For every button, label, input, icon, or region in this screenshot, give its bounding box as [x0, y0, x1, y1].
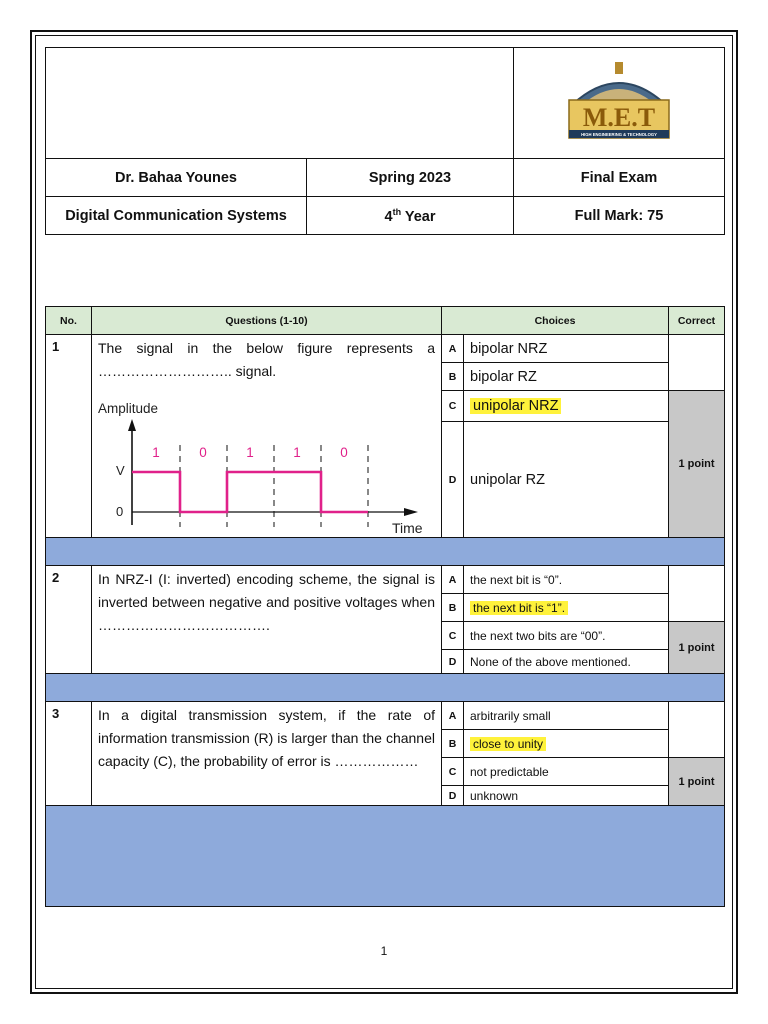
question-text: In NRZ-I (I: inverted) encoding scheme, the signal is inverted between negative and positive voltages when ………………………………. — [92, 566, 442, 674]
exam-header-table — [45, 47, 725, 235]
page-number: 1 — [380, 944, 388, 958]
choice-text: the next two bits are “00”. — [464, 622, 669, 650]
choice-letter: C — [442, 622, 464, 650]
logo-tagline: HIGH ENGINEERING & TECHNOLOGY — [581, 132, 657, 137]
question-separator — [46, 674, 725, 702]
choice-text: bipolar RZ — [464, 363, 669, 391]
col-header-choices: Choices — [442, 307, 669, 335]
question-number: 1 — [46, 335, 92, 538]
points-cell: 1 point — [669, 758, 725, 806]
level-low-label: 0 — [116, 504, 124, 519]
correct-blank — [669, 702, 725, 758]
choice-letter: B — [442, 594, 464, 622]
bit-label: 0 — [199, 445, 207, 460]
highlighted-answer: close to unity — [470, 737, 546, 751]
level-high-label: V — [116, 463, 125, 478]
choice-text: not predictable — [464, 758, 669, 786]
year-level — [307, 197, 514, 235]
choice-text: unknown — [464, 786, 669, 806]
question-separator — [46, 538, 725, 566]
logo-cell — [514, 48, 725, 159]
instructor-name: Dr. Bahaa Younes — [46, 159, 307, 197]
question-text: The signal in the below figure represents a ……………………….. signal. — [98, 340, 435, 379]
choice-letter: A — [442, 702, 464, 730]
x-axis-arrow — [404, 508, 418, 516]
choice-text-highlighted — [464, 730, 669, 758]
correct-blank — [669, 335, 725, 391]
figure-ylabel: Amplitude — [98, 401, 159, 416]
question-text: In a digital transmission system, if the rate of information transmission (R) is larger than the channel capacity (C), the probability of error is ……………… — [92, 702, 442, 806]
year-suffix: th — [392, 206, 402, 217]
questions-table — [45, 306, 725, 907]
points-cell: 1 point — [669, 391, 725, 538]
year-word: Year — [401, 208, 436, 225]
bit-label: 1 — [246, 445, 254, 460]
choice-text-highlighted — [464, 391, 669, 422]
choice-letter: A — [442, 566, 464, 594]
choice-letter: D — [442, 422, 464, 538]
full-mark: Full Mark: 75 — [514, 197, 725, 235]
choice-letter: D — [442, 650, 464, 674]
term: Spring 2023 — [307, 159, 514, 197]
col-header-questions: Questions (1-10) — [92, 307, 442, 335]
signal-waveform — [132, 472, 368, 512]
points-cell: 1 point — [669, 622, 725, 674]
bit-label: 0 — [340, 445, 348, 460]
signal-figure — [98, 387, 434, 537]
figure-xlabel: Time — [392, 520, 423, 536]
choice-letter: B — [442, 363, 464, 391]
logo-text: M.E.T — [582, 103, 656, 132]
answer-space-block — [46, 806, 725, 907]
bit-label: 1 — [152, 445, 160, 460]
course-name: Digital Communication Systems — [46, 197, 307, 235]
choice-text: arbitrarily small — [464, 702, 669, 730]
correct-blank — [669, 566, 725, 622]
col-header-no: No. — [46, 307, 92, 335]
choice-letter: C — [442, 758, 464, 786]
highlighted-answer: the next bit is “1”. — [470, 601, 568, 615]
y-axis-arrow — [128, 419, 136, 431]
choice-letter: A — [442, 335, 464, 363]
question-number: 3 — [46, 702, 92, 806]
choice-letter: C — [442, 391, 464, 422]
choice-text: bipolar NRZ — [464, 335, 669, 363]
highlighted-answer: unipolar NRZ — [470, 398, 561, 414]
exam-type: Final Exam — [514, 159, 725, 197]
choice-text-highlighted — [464, 594, 669, 622]
col-header-correct: Correct — [669, 307, 725, 335]
choice-text: None of the above mentioned. — [464, 650, 669, 674]
question-number: 2 — [46, 566, 92, 674]
header-blank-cell — [46, 48, 514, 159]
bit-label: 1 — [293, 445, 301, 460]
choice-letter: D — [442, 786, 464, 806]
question-1 — [92, 335, 442, 538]
choice-letter: B — [442, 730, 464, 758]
year-number: 4 — [384, 208, 393, 225]
choice-text: unipolar RZ — [464, 422, 669, 538]
met-logo — [559, 60, 679, 146]
choice-text: the next bit is “0”. — [464, 566, 669, 594]
